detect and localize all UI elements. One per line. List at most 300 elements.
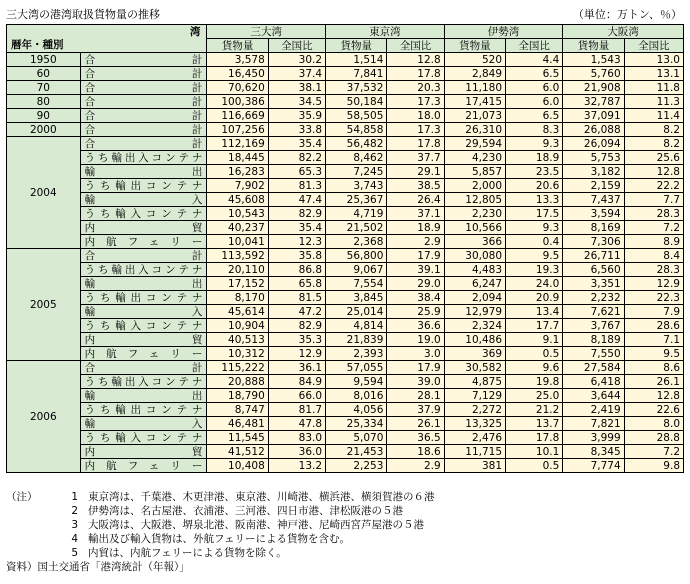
volume-cell: 3,644 (563, 389, 624, 403)
volume-cell: 18,790 (207, 389, 268, 403)
share-cell: 8.2 (624, 123, 683, 137)
share-cell: 17.9 (387, 361, 444, 375)
share-cell: 35.8 (268, 249, 325, 263)
share-cell: 7.2 (624, 445, 683, 459)
volume-cell: 115,222 (207, 361, 268, 375)
share-cell: 2.9 (387, 235, 444, 249)
volume-cell: 8,462 (326, 151, 387, 165)
share-cell: 35.4 (268, 137, 325, 151)
year-cell: 90 (7, 109, 81, 123)
volume-cell: 18,445 (207, 151, 268, 165)
table-row (7, 305, 684, 319)
note-text: 輸出及び輸入貨物は、外航フェリーによる貨物を含む。 (88, 533, 350, 545)
bay-header-osaka: 大阪湾 (563, 25, 684, 39)
volume-cell: 7,774 (563, 459, 624, 473)
year-cell: 2005 (7, 249, 81, 361)
table-row (7, 179, 684, 193)
share-cell: 20.9 (506, 291, 563, 305)
share-cell: 38.5 (387, 179, 444, 193)
volume-cell: 3,743 (326, 179, 387, 193)
volume-cell: 5,070 (326, 431, 387, 445)
volume-cell: 27,584 (563, 361, 624, 375)
share-cell: 20.6 (506, 179, 563, 193)
share-cell: 30.2 (268, 53, 325, 67)
share-cell: 83.0 (268, 431, 325, 445)
unit-label: （単位：万トン、％） (572, 8, 682, 21)
share-cell: 35.9 (268, 109, 325, 123)
share-cell: 8.4 (624, 249, 683, 263)
volume-cell: 7,129 (444, 389, 505, 403)
col-header-volume: 貨物量 (563, 39, 624, 53)
share-cell: 65.8 (268, 277, 325, 291)
share-cell: 39.0 (387, 375, 444, 389)
share-cell: 17.5 (506, 207, 563, 221)
share-cell: 28.8 (624, 431, 683, 445)
volume-cell: 10,312 (207, 347, 268, 361)
share-cell: 13.2 (268, 459, 325, 473)
volume-cell: 25,334 (326, 417, 387, 431)
volume-cell: 10,566 (444, 221, 505, 235)
volume-cell: 20,110 (207, 263, 268, 277)
type-cell: 内航フェリー (80, 235, 207, 249)
share-cell: 9.3 (506, 137, 563, 151)
volume-cell: 58,505 (326, 109, 387, 123)
volume-cell: 8,169 (563, 221, 624, 235)
year-cell: 2000 (7, 123, 81, 137)
note-number: 5 (71, 547, 78, 559)
type-cell: 内 貿 (80, 333, 207, 347)
notes (6, 490, 435, 574)
note-text: 内貿は、内航フェリーによる貨物を除く。 (88, 547, 287, 559)
volume-cell: 366 (444, 235, 505, 249)
volume-cell: 369 (444, 347, 505, 361)
share-cell: 9.5 (624, 347, 683, 361)
share-cell: 6.5 (506, 109, 563, 123)
type-cell: うち輸出入コンテナ (80, 263, 207, 277)
table-row (7, 277, 684, 291)
share-cell: 26.4 (387, 193, 444, 207)
table-row (7, 95, 684, 109)
share-cell: 82.9 (268, 207, 325, 221)
share-cell: 19.8 (506, 375, 563, 389)
note-number: 4 (71, 533, 78, 545)
volume-cell: 12,979 (444, 305, 505, 319)
volume-cell: 41,512 (207, 445, 268, 459)
table-row (7, 193, 684, 207)
volume-cell: 2,159 (563, 179, 624, 193)
share-cell: 33.8 (268, 123, 325, 137)
type-cell: うち輸出コンテナ (80, 179, 207, 193)
type-cell: うち輸出コンテナ (80, 403, 207, 417)
table-row (7, 221, 684, 235)
volume-cell: 40,237 (207, 221, 268, 235)
volume-cell: 5,753 (563, 151, 624, 165)
share-cell: 65.3 (268, 165, 325, 179)
share-cell: 22.2 (624, 179, 683, 193)
table-row (7, 53, 684, 67)
volume-cell: 3,182 (563, 165, 624, 179)
share-cell: 13.7 (506, 417, 563, 431)
volume-cell: 3,578 (207, 53, 268, 67)
share-cell: 25.9 (387, 305, 444, 319)
share-cell: 82.9 (268, 319, 325, 333)
share-cell: 10.1 (506, 445, 563, 459)
volume-cell: 2,476 (444, 431, 505, 445)
volume-cell: 520 (444, 53, 505, 67)
volume-cell: 112,169 (207, 137, 268, 151)
share-cell: 13.0 (624, 53, 683, 67)
volume-cell: 29,594 (444, 137, 505, 151)
table-row (7, 249, 684, 263)
share-cell: 25.0 (506, 389, 563, 403)
share-cell: 9.3 (506, 221, 563, 235)
year-cell: 2004 (7, 137, 81, 249)
share-cell: 81.5 (268, 291, 325, 305)
share-cell: 19.0 (387, 333, 444, 347)
share-cell: 26.1 (624, 375, 683, 389)
type-cell: 合 計 (80, 137, 207, 151)
volume-cell: 17,152 (207, 277, 268, 291)
note-item (6, 518, 435, 532)
volume-cell: 16,450 (207, 67, 268, 81)
share-cell: 17.3 (387, 123, 444, 137)
share-cell: 37.1 (387, 207, 444, 221)
volume-cell: 7,841 (326, 67, 387, 81)
volume-cell: 11,180 (444, 81, 505, 95)
volume-cell: 8,345 (563, 445, 624, 459)
table-row (7, 347, 684, 361)
volume-cell: 7,554 (326, 277, 387, 291)
share-cell: 28.6 (624, 319, 683, 333)
share-cell: 22.6 (624, 403, 683, 417)
share-cell: 47.4 (268, 193, 325, 207)
share-cell: 12.8 (624, 389, 683, 403)
type-cell: 合 計 (80, 109, 207, 123)
type-cell: うち輸出入コンテナ (80, 375, 207, 389)
share-cell: 12.9 (268, 347, 325, 361)
volume-cell: 2,324 (444, 319, 505, 333)
volume-cell: 10,543 (207, 207, 268, 221)
bay-header-sandai: 三大湾 (207, 25, 326, 39)
table-row (7, 263, 684, 277)
share-cell: 7.7 (624, 193, 683, 207)
share-cell: 35.3 (268, 333, 325, 347)
volume-cell: 21,073 (444, 109, 505, 123)
volume-cell: 11,545 (207, 431, 268, 445)
table-row (7, 291, 684, 305)
volume-cell: 3,351 (563, 277, 624, 291)
table-row (7, 235, 684, 249)
volume-cell: 21,908 (563, 81, 624, 95)
note-text: 大阪湾は、大阪港、堺泉北港、阪南港、神戸港、尼崎西宮芦屋港の５港 (88, 519, 424, 531)
share-cell: 8.2 (624, 137, 683, 151)
type-cell: 輸 入 (80, 193, 207, 207)
share-cell: 7.2 (624, 221, 683, 235)
volume-cell: 2,232 (563, 291, 624, 305)
source-note: 資料）国土交通省「港湾統計（年報）」 (6, 561, 190, 573)
table-row (7, 81, 684, 95)
share-cell: 3.0 (387, 347, 444, 361)
type-cell: 輸 出 (80, 165, 207, 179)
volume-cell: 5,857 (444, 165, 505, 179)
share-cell: 21.2 (506, 403, 563, 417)
share-cell: 37.7 (387, 151, 444, 165)
note-text: 東京湾は、千葉港、木更津港、東京港、川崎港、横浜港、横須賀港の６港 (88, 491, 435, 503)
table-row (7, 333, 684, 347)
note-number: 2 (71, 505, 78, 517)
share-cell: 18.9 (387, 221, 444, 235)
note-label (6, 532, 50, 546)
volume-cell: 2,368 (326, 235, 387, 249)
share-cell: 8.0 (624, 417, 683, 431)
volume-cell: 45,608 (207, 193, 268, 207)
volume-cell: 50,184 (326, 95, 387, 109)
volume-cell: 54,858 (326, 123, 387, 137)
col-header-volume: 貨物量 (444, 39, 505, 53)
share-cell: 86.8 (268, 263, 325, 277)
year-cell: 1950 (7, 53, 81, 67)
share-cell: 6.5 (506, 67, 563, 81)
share-cell: 17.8 (387, 67, 444, 81)
share-cell: 19.3 (506, 263, 563, 277)
volume-cell: 12,805 (444, 193, 505, 207)
volume-cell: 9,594 (326, 375, 387, 389)
share-cell: 17.8 (506, 431, 563, 445)
volume-cell: 11,715 (444, 445, 505, 459)
volume-cell: 8,189 (563, 333, 624, 347)
share-cell: 22.3 (624, 291, 683, 305)
share-cell: 34.5 (268, 95, 325, 109)
volume-cell: 30,080 (444, 249, 505, 263)
volume-cell: 3,594 (563, 207, 624, 221)
volume-cell: 107,256 (207, 123, 268, 137)
type-cell: 輸 出 (80, 277, 207, 291)
year-cell: 60 (7, 67, 81, 81)
col-header-volume: 貨物量 (207, 39, 268, 53)
share-cell: 18.9 (506, 151, 563, 165)
volume-cell: 7,437 (563, 193, 624, 207)
share-cell: 12.8 (387, 53, 444, 67)
share-cell: 12.3 (268, 235, 325, 249)
type-cell: 合 計 (80, 53, 207, 67)
share-cell: 28.3 (624, 207, 683, 221)
share-cell: 2.9 (387, 459, 444, 473)
share-cell: 23.5 (506, 165, 563, 179)
share-cell: 47.2 (268, 305, 325, 319)
volume-cell: 37,532 (326, 81, 387, 95)
volume-cell: 2,849 (444, 67, 505, 81)
type-cell: 合 計 (80, 81, 207, 95)
share-cell: 17.9 (387, 249, 444, 263)
share-cell: 35.4 (268, 221, 325, 235)
share-cell: 12.8 (624, 165, 683, 179)
share-cell: 28.3 (624, 263, 683, 277)
volume-cell: 1,543 (563, 53, 624, 67)
volume-cell: 6,418 (563, 375, 624, 389)
volume-cell: 7,902 (207, 179, 268, 193)
type-cell: 輸 出 (80, 389, 207, 403)
volume-cell: 2,272 (444, 403, 505, 417)
volume-cell: 113,592 (207, 249, 268, 263)
volume-cell: 16,283 (207, 165, 268, 179)
note-item (6, 504, 435, 518)
col-header-share: 全国比 (387, 39, 444, 53)
volume-cell: 4,056 (326, 403, 387, 417)
type-cell: 合 計 (80, 249, 207, 263)
volume-cell: 10,486 (444, 333, 505, 347)
table-row (7, 361, 684, 375)
bay-header-tokyo: 東京湾 (326, 25, 445, 39)
share-cell: 39.1 (387, 263, 444, 277)
share-cell: 9.8 (624, 459, 683, 473)
volume-cell: 7,306 (563, 235, 624, 249)
volume-cell: 46,481 (207, 417, 268, 431)
volume-cell: 5,760 (563, 67, 624, 81)
share-cell: 9.5 (506, 249, 563, 263)
share-cell: 13.4 (506, 305, 563, 319)
type-cell: うち輸入コンテナ (80, 207, 207, 221)
corner-header (7, 25, 207, 53)
type-cell: うち輸入コンテナ (80, 431, 207, 445)
volume-cell: 57,055 (326, 361, 387, 375)
note-label (6, 546, 50, 560)
volume-cell: 21,453 (326, 445, 387, 459)
share-cell: 28.1 (387, 389, 444, 403)
share-cell: 0.4 (506, 235, 563, 249)
volume-cell: 7,550 (563, 347, 624, 361)
note-item (6, 490, 435, 504)
volume-cell: 1,514 (326, 53, 387, 67)
note-text: 伊勢湾は、名古屋港、衣浦港、三河港、四日市港、津松阪港の５港 (88, 505, 403, 517)
type-cell: 合 計 (80, 67, 207, 81)
bay-header-ise: 伊勢湾 (444, 25, 563, 39)
volume-cell: 2,253 (326, 459, 387, 473)
share-cell: 13.3 (506, 193, 563, 207)
col-header-share: 全国比 (506, 39, 563, 53)
type-cell: 合 計 (80, 95, 207, 109)
share-cell: 4.4 (506, 53, 563, 67)
volume-cell: 20,888 (207, 375, 268, 389)
table-row (7, 389, 684, 403)
share-cell: 81.3 (268, 179, 325, 193)
share-cell: 38.4 (387, 291, 444, 305)
volume-cell: 8,747 (207, 403, 268, 417)
type-cell: 内 貿 (80, 445, 207, 459)
share-cell: 8.3 (506, 123, 563, 137)
volume-cell: 4,719 (326, 207, 387, 221)
share-cell: 9.1 (506, 333, 563, 347)
share-cell: 11.3 (624, 95, 683, 109)
volume-cell: 3,767 (563, 319, 624, 333)
table-row (7, 137, 684, 151)
share-cell: 12.9 (624, 277, 683, 291)
table-title: 三大湾の港湾取扱貨物量の推移 (6, 8, 160, 21)
corner-year-type-label: 暦年・種別 (11, 39, 64, 51)
share-cell: 8.9 (624, 235, 683, 249)
type-cell: うち輸出入コンテナ (80, 151, 207, 165)
volume-cell: 13,325 (444, 417, 505, 431)
col-header-volume: 貨物量 (326, 39, 387, 53)
volume-cell: 7,621 (563, 305, 624, 319)
table-row (7, 123, 684, 137)
volume-cell: 116,669 (207, 109, 268, 123)
share-cell: 7.9 (624, 305, 683, 319)
share-cell: 36.0 (268, 445, 325, 459)
volume-cell: 6,560 (563, 263, 624, 277)
volume-cell: 2,230 (444, 207, 505, 221)
volume-cell: 56,800 (326, 249, 387, 263)
share-cell: 29.0 (387, 277, 444, 291)
table-row (7, 459, 684, 473)
share-cell: 6.0 (506, 95, 563, 109)
table-row (7, 417, 684, 431)
share-cell: 11.8 (624, 81, 683, 95)
share-cell: 37.9 (387, 403, 444, 417)
year-cell: 70 (7, 81, 81, 95)
note-label: （注） (6, 491, 38, 503)
volume-cell: 4,230 (444, 151, 505, 165)
type-cell: 輸 入 (80, 417, 207, 431)
volume-cell: 25,367 (326, 193, 387, 207)
share-cell: 81.7 (268, 403, 325, 417)
volume-cell: 45,614 (207, 305, 268, 319)
volume-cell: 10,041 (207, 235, 268, 249)
table-row (7, 109, 684, 123)
share-cell: 7.1 (624, 333, 683, 347)
year-cell: 2006 (7, 361, 81, 473)
volume-cell: 25,014 (326, 305, 387, 319)
volume-cell: 40,513 (207, 333, 268, 347)
type-cell: 内 貿 (80, 221, 207, 235)
share-cell: 84.9 (268, 375, 325, 389)
table-row (7, 67, 684, 81)
table-row (7, 319, 684, 333)
share-cell: 47.8 (268, 417, 325, 431)
volume-cell: 3,845 (326, 291, 387, 305)
volume-cell: 4,483 (444, 263, 505, 277)
share-cell: 36.5 (387, 431, 444, 445)
share-cell: 13.1 (624, 67, 683, 81)
note-item (6, 546, 435, 560)
volume-cell: 7,821 (563, 417, 624, 431)
share-cell: 20.3 (387, 81, 444, 95)
year-cell: 80 (7, 95, 81, 109)
share-cell: 17.3 (387, 95, 444, 109)
share-cell: 18.0 (387, 109, 444, 123)
share-cell: 24.0 (506, 277, 563, 291)
table-row (7, 207, 684, 221)
type-cell: 内航フェリー (80, 459, 207, 473)
type-cell: うち輸出コンテナ (80, 291, 207, 305)
col-header-share: 全国比 (624, 39, 683, 53)
volume-cell: 26,094 (563, 137, 624, 151)
share-cell: 37.4 (268, 67, 325, 81)
volume-cell: 100,386 (207, 95, 268, 109)
table-row (7, 431, 684, 445)
volume-cell: 381 (444, 459, 505, 473)
volume-cell: 3,999 (563, 431, 624, 445)
volume-cell: 21,502 (326, 221, 387, 235)
table-row (7, 375, 684, 389)
volume-cell: 10,408 (207, 459, 268, 473)
share-cell: 82.2 (268, 151, 325, 165)
share-cell: 36.1 (268, 361, 325, 375)
volume-cell: 56,482 (326, 137, 387, 151)
share-cell: 9.6 (506, 361, 563, 375)
table-row (7, 151, 684, 165)
volume-cell: 8,170 (207, 291, 268, 305)
share-cell: 17.7 (506, 319, 563, 333)
